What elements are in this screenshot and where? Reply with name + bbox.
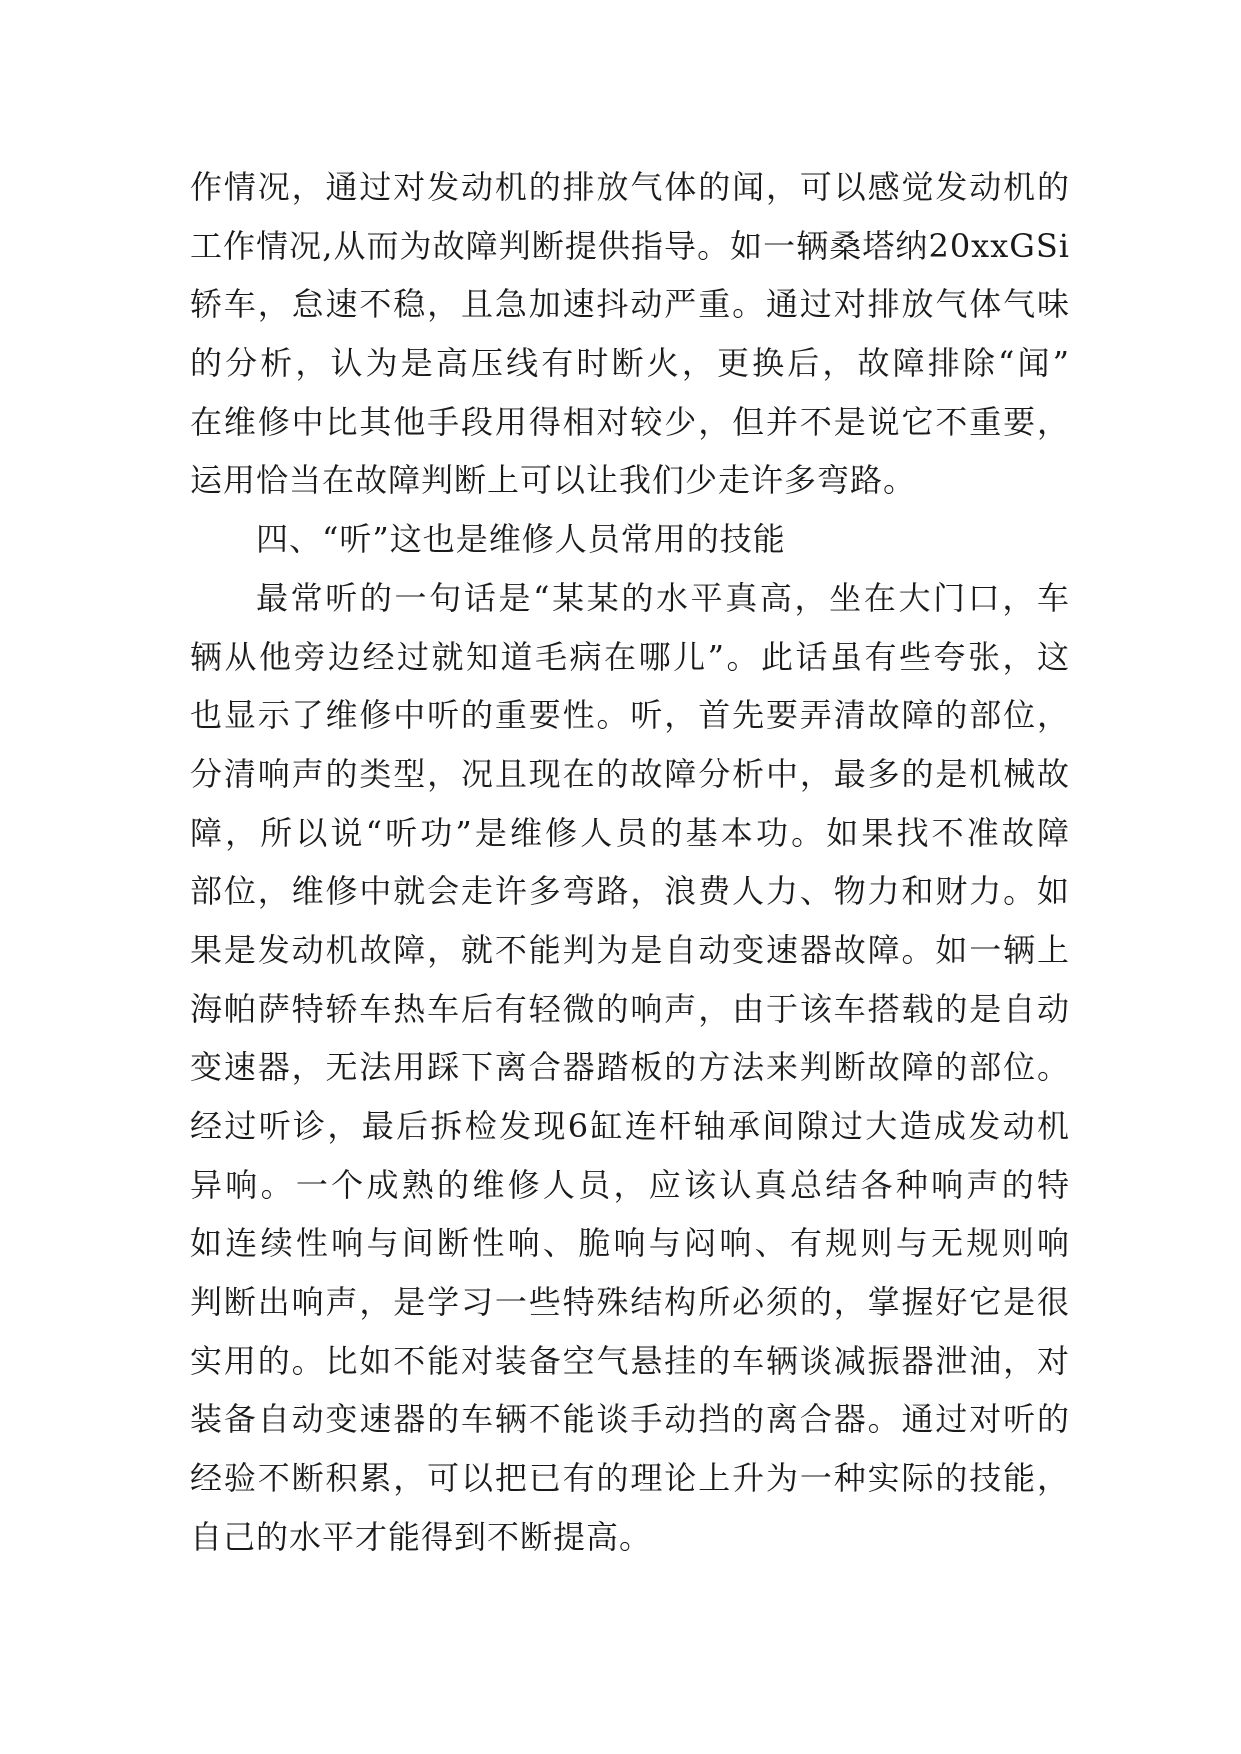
text-line: 判断出响声，是学习一些特殊结构所必须的，掌握好它是很 (190, 1283, 1070, 1322)
document-body (190, 158, 1070, 1567)
text-line: 异响。一个成熟的维修人员，应该认真总结各种响声的特 (190, 1165, 1070, 1204)
text-line: 在维修中比其他手段用得相对较少，但并不是说它不重要， (190, 402, 1070, 441)
text-line: 辆从他旁边经过就知道毛病在哪儿”。此话虽有些夸张，这 (190, 637, 1070, 676)
text-line: 的分析，认为是高压线有时断火，更换后，故障排除“闻” (190, 344, 1070, 383)
text-line: 作情况，通过对发动机的排放气体的闻，可以感觉发动机的 (190, 168, 1070, 206)
text-line: 海帕萨特轿车热车后有轻微的响声，由于该车搭载的是自动 (190, 989, 1070, 1028)
text-line: 障，所以说“听功”是维修人员的基本功。如果找不准故障 (190, 813, 1070, 852)
section-heading: 四、“听”这也是维修人员常用的技能 (256, 520, 786, 559)
text-line: 实用的。比如不能对装备空气悬挂的车辆谈减振器泄油，对 (190, 1341, 1070, 1380)
text-line: 运用恰当在故障判断上可以让我们少走许多弯路。 (190, 461, 917, 500)
text-line: 变速器，无法用踩下离合器踏板的方法来判断故障的部位。 (190, 1048, 1070, 1087)
text-line: 果是发动机故障，就不能判为是自动变速器故障。如一辆上 (190, 930, 1070, 969)
text-line: 经验不断积累，可以把已有的理论上升为一种实际的技能， (190, 1459, 1070, 1498)
text-line: 自己的水平才能得到不断提高。 (190, 1517, 653, 1556)
text-line: 也显示了维修中听的重要性。听，首先要弄清故障的部位， (190, 696, 1070, 735)
text-line: 装备自动变速器的车辆不能谈手动挡的离合器。通过对听的 (190, 1400, 1070, 1439)
text-line: 轿车，怠速不稳，且急加速抖动严重。通过对排放气体气味 (190, 285, 1070, 324)
text-line: 最常听的一句话是“某某的水平真高，坐在大门口，车 (256, 578, 1070, 617)
text-line: 经过听诊，最后拆检发现6缸连杆轴承间隙过大造成发动机 (190, 1107, 1070, 1145)
text-line: 部位，维修中就会走许多弯路，浪费人力、物力和财力。如 (190, 872, 1070, 911)
text-line: 分清响声的类型，况且现在的故障分析中，最多的是机械故 (190, 754, 1070, 793)
text-line: 如连续性响与间断性响、脆响与闷响、有规则与无规则响 (190, 1224, 1070, 1263)
text-line: 工作情况,从而为故障判断提供指导。如一辆桑塔纳20xxGSi (190, 226, 1070, 265)
